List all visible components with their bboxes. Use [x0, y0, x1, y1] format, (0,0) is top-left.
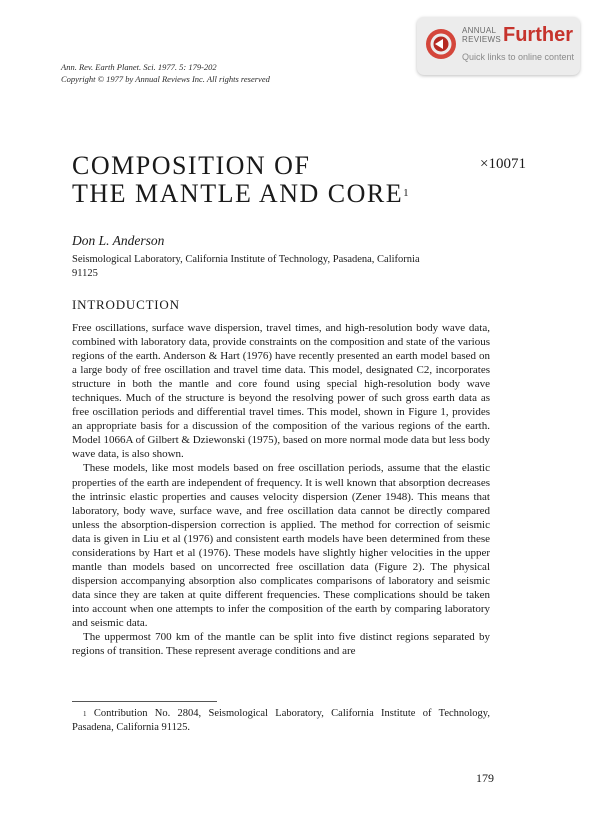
further-logo-icon [424, 27, 458, 61]
article-title [72, 152, 409, 208]
footnote-mark: 1 [83, 710, 87, 718]
footnote-text: Contribution No. 2804, Seismological Laboratory, California Institute of Technology, Pasadena, California 91125. [72, 708, 491, 733]
body-text [72, 321, 490, 658]
section-heading: INTRODUCTION [72, 297, 180, 312]
title-line-2: THE MANTLE AND CORE [72, 179, 404, 208]
paragraph-1: Free oscillations, surface wave dispersion, travel times, and high-resolution body wave data, combined with laboratory data, provide constraints on the composition and state of the various regions of the earth. Anderson & Hart (1976) have recently presented an earth model based on a large body of free oscillation and travel time data. This model, designated C2, incorporates structure in both the mantle and core found using special high-resolution body wave techniques. Much of the structure is beyond the resolving power of such gross earth data as free oscillation periods and differential travel times. This model, shown in Figure 1, provides an appropriate basis for a discussion of the composition of the various regions of the earth. Model 1066A of Gilbert & Dziewonski (1975), based on more normal mode data but less body wave data, is also shown. [72, 322, 490, 461]
author-affiliation: Seismological Laboratory, California Institute of Technology, Pasadena, California 91125 [72, 254, 420, 279]
title-line-1: COMPOSITION OF [72, 151, 311, 180]
page-number: 179 [476, 771, 494, 785]
title-footnote-mark: 1 [403, 187, 409, 199]
footnote-rule [72, 701, 217, 702]
badge-tagline[interactable]: Quick links to online content [462, 52, 575, 62]
journal-citation: Ann. Rev. Earth Planet. Sci. 1977. 5: 179-202 [61, 62, 217, 72]
paragraph-2: These models, like most models based on free oscillation periods, assume that the elastic properties of the earth are independent of frequency. It is well known that absorption decreases the intrinsic elastic properties and causes velocity dispersion (Zener 1948). This means that laboratory, body wave, surface wave, and free oscillation data cannot be directly compared unless the absorption-dispersion correction is applied. The method for correction of seismic data is given in Liu et al (1976) and consistent earth models have been determined from these considerations by Hart et al (1976). These models have slightly higher velocities in the upper mantle than models based on uncorrected free oscillation data (Figure 2). The physical dispersion accompanying absorption also complicates comparisons of laboratory and seismic data since they are taken at quite different frequencies. These complications should be taken into account when one attempts to infer the composition of the earth by comparing laboratory and seismic data. [72, 462, 490, 629]
annual-reviews-further-badge[interactable] [417, 17, 580, 75]
paragraph-3: The uppermost 700 km of the mantle can be split into five distinct regions separated by regions of transition. These represent average conditions and are [72, 631, 490, 658]
badge-annual-label: ANNUAL [462, 26, 497, 35]
badge-further-label: Further [503, 24, 573, 46]
badge-annual-reviews-text [462, 26, 501, 44]
author-name: Don L. Anderson [72, 233, 165, 248]
catalog-code: ×10071 [480, 156, 526, 172]
footnote [72, 707, 490, 735]
badge-reviews-label: REVIEWS [462, 35, 501, 44]
copyright-line: Copyright © 1977 by Annual Reviews Inc. All rights reserved [61, 74, 270, 84]
